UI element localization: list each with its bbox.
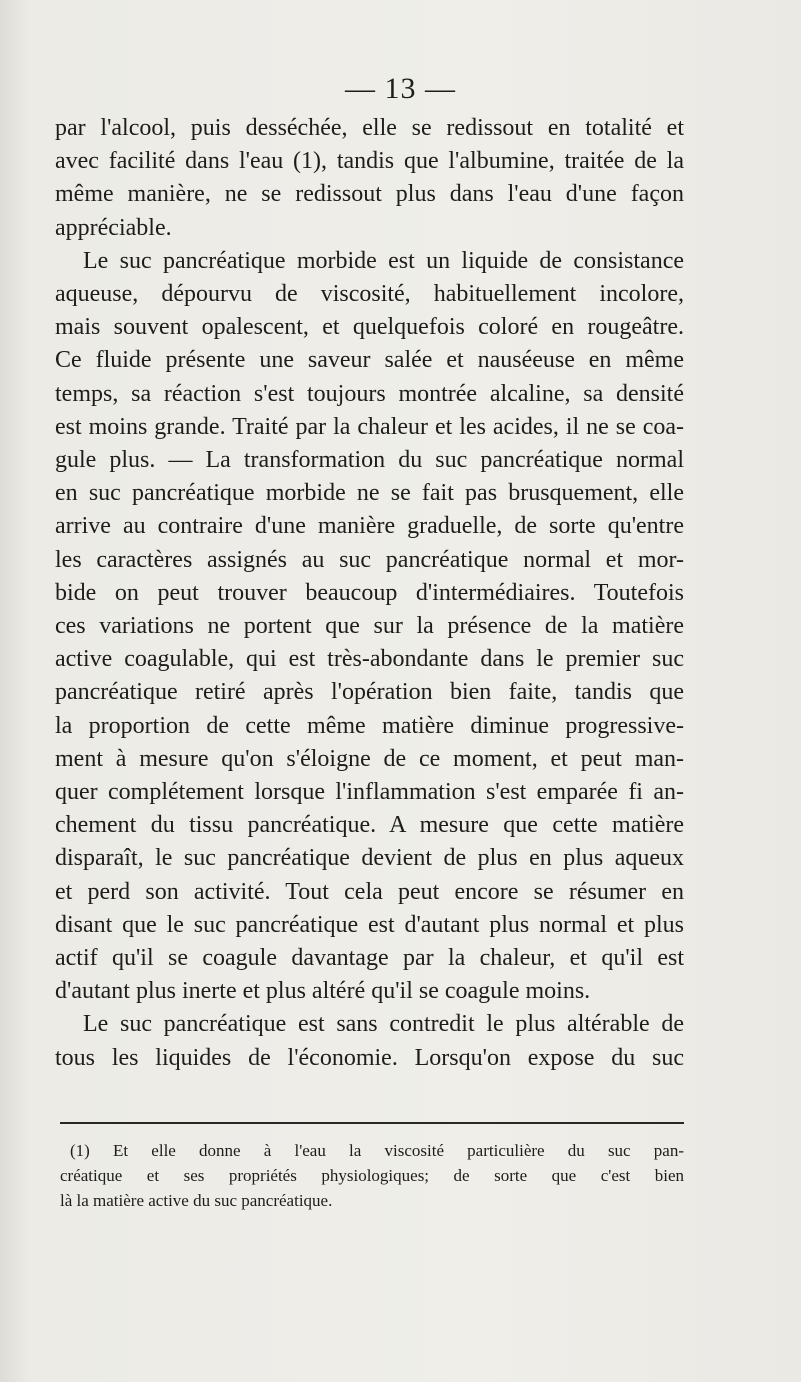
body-text [55, 112, 684, 1075]
text-line: Ce fluide présente une saveur salée et nauséeuse en même [55, 347, 684, 374]
text-line: gule plus. — La transformation du suc pancréatique normal [55, 447, 684, 474]
text-line: tous les liquides de l'économie. Lorsqu'on expose du suc [55, 1044, 684, 1071]
text-line: la proportion de cette même matière diminue progressive- [55, 712, 684, 739]
text-line: ment à mesure qu'on s'éloigne de ce moment, et peut man- [55, 745, 684, 772]
text-line: appréciable. [55, 214, 172, 241]
text-line: et perd son activité. Tout cela peut encore se résumer en [55, 878, 684, 905]
text-line: aqueuse, dépourvu de viscosité, habituellement incolore, [55, 281, 684, 308]
text-line: arrive au contraire d'une manière graduelle, de sorte qu'entre [55, 513, 684, 540]
text-line: les caractères assignés au suc pancréatique normal et mor- [55, 546, 684, 573]
page-number: — 13 — [345, 72, 456, 105]
text-line: actif qu'il se coagule davantage par la chaleur, et qu'il est [55, 945, 684, 972]
text-line: temps, sa réaction s'est toujours montrée alcaline, sa densité [55, 380, 684, 407]
text-line: disant que le suc pancréatique est d'autant plus normal et plus [55, 911, 684, 938]
text-line: par l'alcool, puis desséchée, elle se redissout en totalité et [55, 115, 684, 141]
footnote-line: (1) Et elle donne à l'eau la viscosité particulière du suc pan- [70, 1141, 684, 1160]
text-line: bide on peut trouver beaucoup d'intermédiaires. Toutefois [55, 579, 684, 606]
footnote-line: créatique et ses propriétés physiologiques; de sorte que c'est bien [60, 1166, 684, 1185]
text-line: Le suc pancréatique est sans contredit le plus altérable de [83, 1011, 684, 1038]
text-line: Le suc pancréatique morbide est un liquide de consistance [83, 247, 684, 274]
text-line: active coagulable, qui est très-abondante dans le premier suc [55, 646, 684, 673]
text-line: chement du tissu pancréatique. A mesure que cette matière [55, 812, 684, 839]
text-line: mais souvent opalescent, et quelquefois coloré en rougeâtre. [55, 314, 684, 341]
text-line: avec facilité dans l'eau (1), tandis que l'albumine, traitée de la [55, 148, 684, 175]
text-line: en suc pancréatique morbide ne se fait pas brusquement, elle [55, 480, 684, 507]
text-line: quer complétement lorsque l'inflammation s'est emparée fi an- [55, 779, 684, 806]
text-line: disparaît, le suc pancréatique devient de plus en plus aqueux [55, 845, 684, 872]
text-line: pancréatique retiré après l'opération bien faite, tandis que [55, 679, 684, 706]
text-line: est moins grande. Traité par la chaleur et les acides, il ne se coa- [55, 413, 684, 440]
footnote [60, 1138, 684, 1213]
text-line: d'autant plus inerte et plus altéré qu'il se coagule moins. [55, 978, 591, 1005]
footnote-line: là la matière active du suc pancréatique. [60, 1191, 333, 1210]
footnote-divider [60, 1122, 684, 1124]
text-line: ces variations ne portent que sur la présence de la matière [55, 613, 684, 640]
text-line: même manière, ne se redissout plus dans l'eau d'une façon [55, 181, 684, 208]
